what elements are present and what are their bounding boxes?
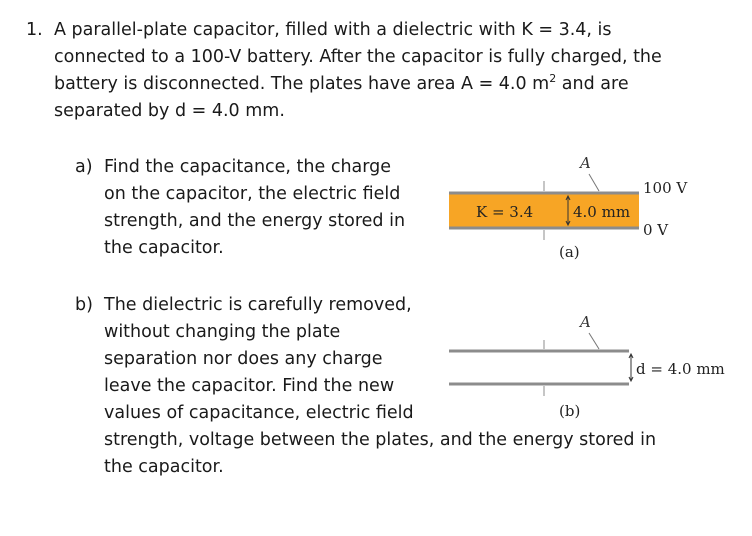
part-b-label: b) bbox=[75, 295, 93, 315]
intro-line-3-text: battery is disconnected. The plates have area A = 4.0 m bbox=[54, 74, 550, 94]
area-label-a: A bbox=[580, 154, 591, 172]
part-a-line-1: Find the capacitance, the charge bbox=[104, 157, 392, 177]
caption-a: (a) bbox=[559, 243, 580, 261]
area-label-b: A bbox=[580, 313, 591, 331]
bottom-voltage: 0 V bbox=[643, 221, 669, 239]
part-a-line-4: the capacitor. bbox=[104, 238, 224, 258]
top-voltage: 100 V bbox=[643, 179, 688, 197]
part-b-line-4: leave the capacitor. Find the new bbox=[104, 376, 395, 396]
caption-b: (b) bbox=[559, 402, 581, 420]
part-b-line-3: separation nor does any charge bbox=[104, 349, 383, 369]
intro-line-4: separated by d = 4.0 mm. bbox=[54, 101, 285, 121]
part-b-line-2: without changing the plate bbox=[104, 322, 341, 342]
part-a-label: a) bbox=[75, 157, 93, 177]
part-b-line-1: The dielectric is carefully removed, bbox=[104, 295, 412, 315]
superscript-2: 2 bbox=[549, 72, 557, 86]
part-a-line-2: on the capacitor, the electric field bbox=[104, 184, 401, 204]
area-leader-b bbox=[589, 333, 599, 349]
part-b-line-6: strength, voltage between the plates, and the energy stored in bbox=[104, 430, 657, 450]
intro-line-2: connected to a 100-V battery. After the capacitor is fully charged, the bbox=[54, 47, 662, 67]
intro-line-3-end: and are bbox=[556, 74, 629, 94]
dielectric-label: K = 3.4 bbox=[476, 203, 534, 221]
problem-number: 1. bbox=[26, 20, 43, 40]
gap-label-b: d = 4.0 mm bbox=[636, 360, 725, 378]
part-a-line-3: strength, and the energy stored in bbox=[104, 211, 406, 231]
part-b-line-7: the capacitor. bbox=[104, 457, 224, 477]
gap-label-a: 4.0 mm bbox=[573, 203, 631, 221]
part-b-line-5: values of capacitance, electric field bbox=[104, 403, 414, 423]
intro-line-1: A parallel-plate capacitor, filled with a dielectric with K = 3.4, is bbox=[54, 20, 612, 40]
gap-arrow-b bbox=[629, 354, 633, 381]
